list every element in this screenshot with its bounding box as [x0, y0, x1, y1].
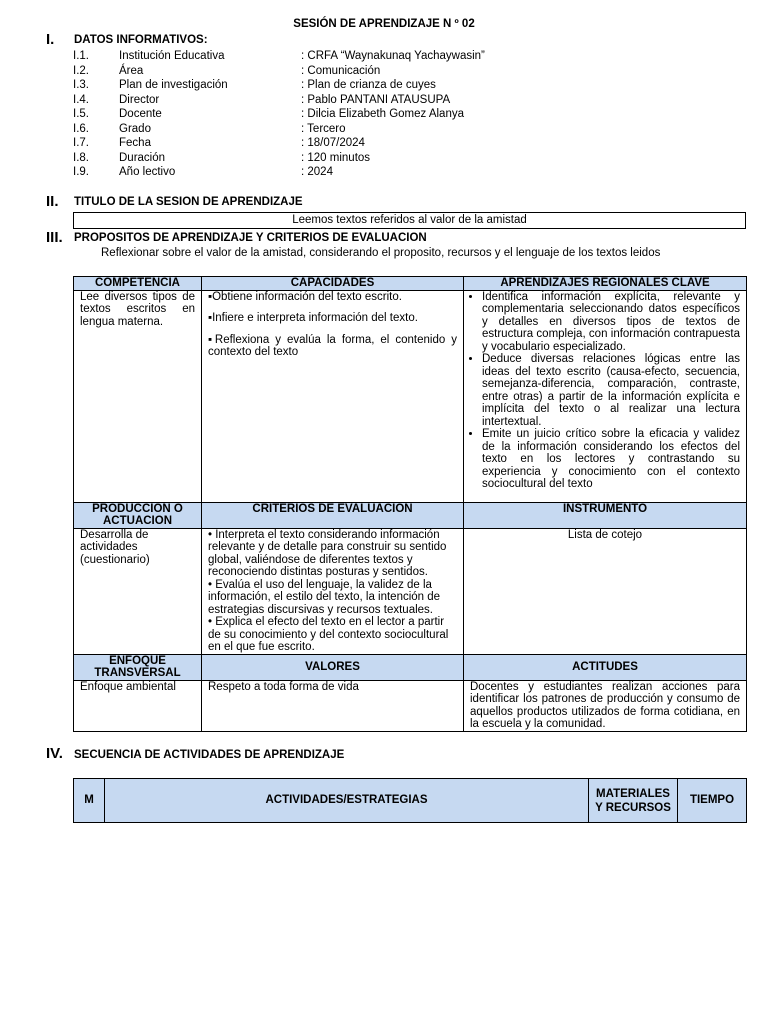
info-value: : Pablo PANTANI ATAUSUPA [301, 93, 451, 106]
info-row [73, 152, 673, 166]
capacidad-item: ▪Infiere e interpreta información del texto. [208, 312, 418, 324]
info-label: Fecha [119, 137, 151, 149]
capacidad-item: ▪Obtiene información del texto escrito. [208, 290, 402, 303]
info-row [73, 50, 673, 64]
info-label: Grado [119, 122, 151, 135]
info-label: Año lectivo [119, 166, 176, 178]
info-row [73, 108, 673, 122]
aprendizaje-item: • Deduce diversas relaciones lógicas entre las ideas del texto escrito (causa-efecto, secuencia, semejanza-diferencia, comparación, contraste, entre otras) a partir de la información explícita e implícita del texto o al realizar una lectura intertextual. [482, 353, 740, 428]
capacidad-item: ▪Reflexiona y evalúa la forma, el contenido y contexto del texto [208, 333, 457, 358]
info-row [73, 166, 673, 180]
table-row [74, 528, 747, 654]
page-title: SESIÓN DE APRENDIZAJE N º 02 [293, 18, 475, 30]
section-1-title: DATOS INFORMATIVOS: [74, 34, 208, 46]
header-capacidades: CAPACIDADES [202, 277, 464, 291]
actitudes-cell: Docentes y estudiantes realizan acciones para identificar los patrones de producción y consumo de aquellos productos utilizados de forma cotidiana, en la escuela y la comunidad. [464, 680, 747, 731]
section-3-title: PROPOSITOS DE APRENDIZAJE Y CRITERIOS DE EVALUACION [74, 232, 427, 244]
info-number: I.9. [73, 166, 89, 178]
header-tiempo: TIEMPO [678, 779, 747, 823]
valores-cell: Respeto a toda forma de vida [202, 680, 464, 731]
header-valores: VALORES [202, 654, 464, 680]
table-row [74, 680, 747, 731]
section-3-number: III. [46, 229, 63, 246]
aprendizaje-item: • Emite un juicio crítico sobre la eficacia y validez de la información considerando los efectos del texto en los lectores y contrastando su experiencia y conocimiento con el contexto sociocultural del texto [482, 428, 740, 491]
info-label: Duración [119, 151, 166, 164]
info-number: I.5. [73, 108, 89, 120]
info-number: I.6. [73, 122, 89, 135]
header-instrumento: INSTRUMENTO [464, 502, 747, 528]
section-2-title: TITULO DE LA SESION DE APRENDIZAJE [74, 196, 303, 208]
table-header-row [74, 277, 747, 291]
criterio-item: • Evalúa el uso del lenguaje, la validez de la información, el estilo del texto, la intención de estrategias discursivas y recursos textuales. [208, 578, 441, 616]
info-row [73, 79, 673, 93]
enfoque-cell: Enfoque ambiental [74, 680, 202, 731]
info-value: : Comunicación [301, 64, 381, 77]
header-produccion: PRODUCCION O ACTUACION [74, 502, 202, 528]
criterio-item: • Interpreta el texto considerando información relevante y de detalle para construir su sentido global, valiéndose de diferentes textos y reconociendo distintas posturas y sentidos. [208, 528, 447, 578]
info-row [73, 123, 673, 137]
info-number: I.4. [73, 93, 89, 106]
info-value: : 18/07/2024 [301, 137, 365, 149]
header-enfoque: ENFOQUE TRANSVERSAL [74, 654, 202, 680]
section-4-title: SECUENCIA DE ACTIVIDADES DE APRENDIZAJE [74, 749, 345, 761]
section-1-number: I. [46, 31, 55, 48]
info-number: I.2. [73, 64, 89, 77]
header-competencia: COMPETENCIA [74, 277, 202, 291]
header-m: M [74, 779, 105, 823]
info-label: Docente [119, 108, 162, 120]
header-aprendizajes: APRENDIZAJES REGIONALES CLAVE [464, 277, 747, 291]
info-row [73, 94, 673, 108]
info-number: I.8. [73, 151, 89, 164]
competencia-cell: Lee diversos tipos de textos escritos en lengua materna. [74, 290, 202, 502]
info-value: : 2024 [301, 166, 333, 178]
capacidades-cell [202, 290, 464, 502]
criterios-cell [202, 528, 464, 654]
info-number: I.1. [73, 50, 89, 62]
header-actividades: ACTIVIDADES/ESTRATEGIAS [105, 779, 589, 823]
criterio-item: • Explica el efecto del texto en el lector a partir de su conocimiento y del contexto sociocultural en el que fue escrito. [208, 616, 449, 653]
instrumento-cell: Lista de cotejo [464, 528, 747, 654]
table-row [74, 290, 747, 502]
info-label: Institución Educativa [119, 50, 225, 62]
header-materiales: MATERIALES Y RECURSOS [589, 779, 678, 823]
header-criterios: CRITERIOS DE EVALUACION [202, 502, 464, 528]
info-number: I.3. [73, 79, 89, 91]
table-header-row [74, 779, 747, 823]
sequence-table [73, 778, 747, 823]
section-2-number: II. [46, 193, 59, 210]
aprendizajes-cell [464, 290, 747, 502]
info-number: I.7. [73, 137, 89, 149]
info-value: : Tercero [301, 122, 346, 135]
info-label: Área [119, 64, 144, 77]
info-row [73, 65, 673, 79]
purpose-text: Reflexionar sobre el valor de la amistad, considerando el proposito, recursos y el lenguaje de los textos leidos [101, 247, 661, 259]
info-row [73, 137, 673, 151]
info-value: : Dilcia Elizabeth Gomez Alanya [301, 108, 464, 120]
table-header-row [74, 502, 747, 528]
session-title-box: Leemos textos referidos al valor de la amistad [73, 212, 746, 229]
info-value: : 120 minutos [301, 151, 371, 164]
aprendizaje-item: • Identifica información explícita, relevante y complementaria seleccionando datos específicos y detalles en diversos tipos de textos de estructura compleja, con información contrapuesta y vocabulario especializado. [482, 291, 740, 354]
table-header-row [74, 654, 747, 680]
info-label: Director [119, 93, 160, 106]
info-value: : Plan de crianza de cuyes [301, 79, 436, 91]
info-label: Plan de investigación [119, 79, 228, 91]
produccion-cell: Desarrolla de actividades (cuestionario) [74, 528, 202, 654]
info-value: : CRFA “Waynakunaq Yachaywasin” [301, 50, 485, 62]
section-4-number: IV. [46, 745, 63, 762]
purposes-table [73, 276, 747, 732]
header-actitudes: ACTITUDES [464, 654, 747, 680]
